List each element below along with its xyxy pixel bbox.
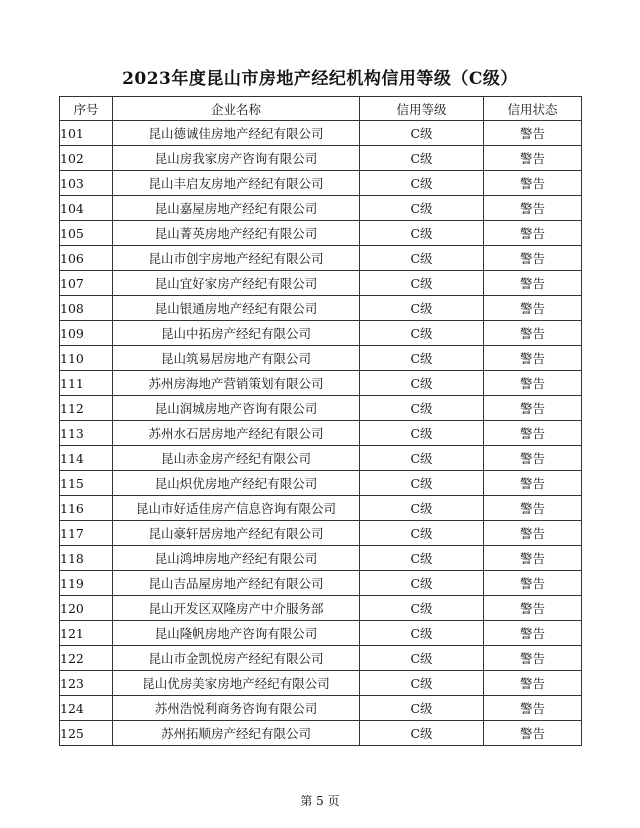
row-credit-grade: C级 [360, 321, 484, 346]
row-seq: 112 [60, 396, 113, 421]
row-credit-status: 警告 [484, 421, 582, 446]
table-row [60, 346, 582, 371]
row-credit-status: 警告 [484, 596, 582, 621]
row-credit-grade: C级 [360, 546, 484, 571]
table-row [60, 571, 582, 596]
row-credit-grade: C级 [360, 521, 484, 546]
row-company-name: 昆山隆帆房地产咨询有限公司 [113, 621, 360, 646]
row-credit-grade: C级 [360, 371, 484, 396]
row-credit-status: 警告 [484, 496, 582, 521]
row-credit-grade: C级 [360, 221, 484, 246]
row-seq: 109 [60, 321, 113, 346]
row-credit-status: 警告 [484, 721, 582, 746]
table-row [60, 496, 582, 521]
row-credit-grade: C级 [360, 471, 484, 496]
row-seq: 106 [60, 246, 113, 271]
row-seq: 121 [60, 621, 113, 646]
row-seq: 105 [60, 221, 113, 246]
row-company-name: 昆山赤金房产经纪有限公司 [113, 446, 360, 471]
row-seq: 113 [60, 421, 113, 446]
credit-rating-table [59, 96, 582, 746]
row-seq: 120 [60, 596, 113, 621]
row-seq: 101 [60, 121, 113, 146]
row-seq: 114 [60, 446, 113, 471]
table-row [60, 271, 582, 296]
row-credit-grade: C级 [360, 421, 484, 446]
row-seq: 102 [60, 146, 113, 171]
header-company-name: 企业名称 [113, 97, 360, 121]
table-row [60, 371, 582, 396]
header-credit-status: 信用状态 [484, 97, 582, 121]
table-row [60, 696, 582, 721]
row-company-name: 昆山嘉屋房地产经纪有限公司 [113, 196, 360, 221]
row-seq: 103 [60, 171, 113, 196]
row-credit-grade: C级 [360, 121, 484, 146]
row-credit-status: 警告 [484, 196, 582, 221]
row-credit-status: 警告 [484, 521, 582, 546]
row-credit-grade: C级 [360, 621, 484, 646]
row-seq: 104 [60, 196, 113, 221]
document-title: 2023年度昆山市房地产经纪机构信用等级（C级） [122, 69, 518, 89]
table-row [60, 671, 582, 696]
row-company-name: 昆山菁英房地产经纪有限公司 [113, 221, 360, 246]
row-seq: 118 [60, 546, 113, 571]
row-credit-grade: C级 [360, 196, 484, 221]
row-seq: 125 [60, 721, 113, 746]
row-seq: 122 [60, 646, 113, 671]
table-row [60, 296, 582, 321]
row-credit-grade: C级 [360, 271, 484, 296]
row-company-name: 昆山德诚佳房地产经纪有限公司 [113, 121, 360, 146]
row-seq: 110 [60, 346, 113, 371]
row-credit-grade: C级 [360, 246, 484, 271]
row-company-name: 昆山豪轩居房地产经纪有限公司 [113, 521, 360, 546]
table-row [60, 196, 582, 221]
row-credit-status: 警告 [484, 471, 582, 496]
row-company-name: 昆山优房美家房地产经纪有限公司 [113, 671, 360, 696]
table-row [60, 646, 582, 671]
row-company-name: 昆山鸿坤房地产经纪有限公司 [113, 546, 360, 571]
row-credit-status: 警告 [484, 271, 582, 296]
row-credit-status: 警告 [484, 246, 582, 271]
row-credit-status: 警告 [484, 546, 582, 571]
row-company-name: 昆山宜好家房产经纪有限公司 [113, 271, 360, 296]
row-credit-status: 警告 [484, 571, 582, 596]
row-company-name: 昆山市金凯悦房产经纪有限公司 [113, 646, 360, 671]
row-company-name: 昆山吉品屋房地产经纪有限公司 [113, 571, 360, 596]
row-credit-grade: C级 [360, 296, 484, 321]
row-company-name: 昆山丰启友房地产经纪有限公司 [113, 171, 360, 196]
row-seq: 108 [60, 296, 113, 321]
row-company-name: 昆山筑易居房地产有限公司 [113, 346, 360, 371]
row-credit-status: 警告 [484, 446, 582, 471]
row-credit-grade: C级 [360, 721, 484, 746]
table-row [60, 621, 582, 646]
row-credit-status: 警告 [484, 646, 582, 671]
row-seq: 111 [60, 371, 113, 396]
row-credit-grade: C级 [360, 571, 484, 596]
row-credit-status: 警告 [484, 121, 582, 146]
row-credit-grade: C级 [360, 646, 484, 671]
header-credit-grade: 信用等级 [360, 97, 484, 121]
table-row [60, 171, 582, 196]
row-credit-grade: C级 [360, 671, 484, 696]
row-credit-status: 警告 [484, 371, 582, 396]
header-seq: 序号 [60, 97, 113, 121]
row-company-name: 昆山市创宇房地产经纪有限公司 [113, 246, 360, 271]
row-credit-status: 警告 [484, 321, 582, 346]
row-company-name: 昆山开发区双隆房产中介服务部 [113, 596, 360, 621]
row-seq: 123 [60, 671, 113, 696]
table-row [60, 396, 582, 421]
row-seq: 124 [60, 696, 113, 721]
row-credit-status: 警告 [484, 221, 582, 246]
table-row [60, 546, 582, 571]
row-credit-grade: C级 [360, 496, 484, 521]
table-header-row [60, 97, 582, 121]
row-company-name: 昆山润城房地产咨询有限公司 [113, 396, 360, 421]
page-number: 第 5 页 [300, 794, 340, 808]
row-credit-grade: C级 [360, 446, 484, 471]
table-row [60, 446, 582, 471]
row-seq: 117 [60, 521, 113, 546]
table-row [60, 146, 582, 171]
table-row [60, 121, 582, 146]
table-row [60, 221, 582, 246]
row-company-name: 苏州水石居房地产经纪有限公司 [113, 421, 360, 446]
row-credit-grade: C级 [360, 146, 484, 171]
table-row [60, 246, 582, 271]
row-seq: 119 [60, 571, 113, 596]
table-row [60, 321, 582, 346]
table-row [60, 421, 582, 446]
row-company-name: 昆山市好适佳房产信息咨询有限公司 [113, 496, 360, 521]
row-company-name: 苏州浩悦利商务咨询有限公司 [113, 696, 360, 721]
row-company-name: 苏州房海地产营销策划有限公司 [113, 371, 360, 396]
row-company-name: 昆山房我家房产咨询有限公司 [113, 146, 360, 171]
row-credit-status: 警告 [484, 621, 582, 646]
table-row [60, 721, 582, 746]
row-credit-grade: C级 [360, 696, 484, 721]
row-company-name: 昆山炽优房地产经纪有限公司 [113, 471, 360, 496]
row-credit-status: 警告 [484, 671, 582, 696]
row-company-name: 苏州拓顺房产经纪有限公司 [113, 721, 360, 746]
row-credit-grade: C级 [360, 346, 484, 371]
table-row [60, 471, 582, 496]
row-credit-status: 警告 [484, 146, 582, 171]
table-row [60, 521, 582, 546]
row-credit-grade: C级 [360, 596, 484, 621]
row-seq: 116 [60, 496, 113, 521]
row-seq: 115 [60, 471, 113, 496]
row-company-name: 昆山中拓房产经纪有限公司 [113, 321, 360, 346]
row-credit-status: 警告 [484, 296, 582, 321]
row-credit-status: 警告 [484, 346, 582, 371]
row-company-name: 昆山银通房地产经纪有限公司 [113, 296, 360, 321]
row-credit-status: 警告 [484, 396, 582, 421]
row-credit-status: 警告 [484, 171, 582, 196]
table-body [60, 121, 582, 746]
row-credit-grade: C级 [360, 396, 484, 421]
table-row [60, 596, 582, 621]
row-credit-grade: C级 [360, 171, 484, 196]
row-seq: 107 [60, 271, 113, 296]
row-credit-status: 警告 [484, 696, 582, 721]
